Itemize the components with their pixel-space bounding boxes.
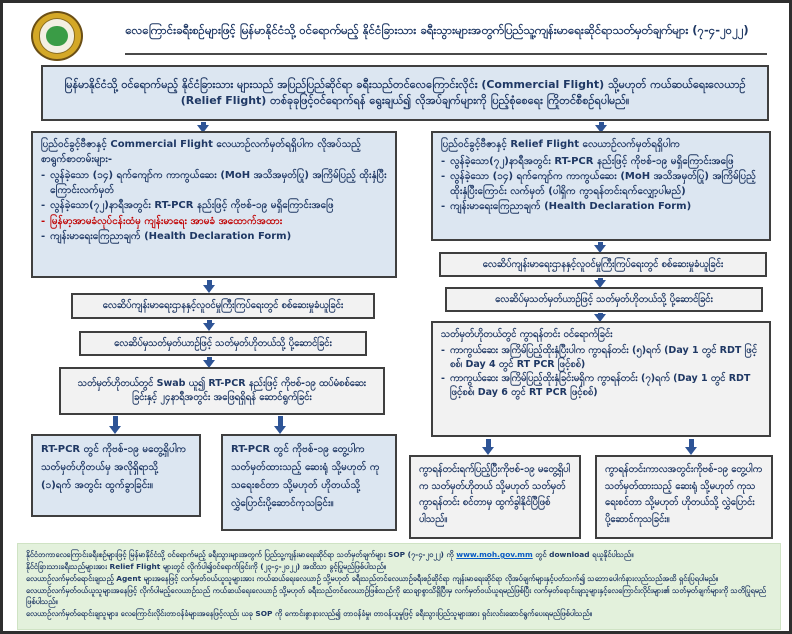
flow-arrow [486, 439, 491, 448]
flow-arrow [207, 357, 212, 361]
requirement-item: - ကျန်းမာရေးကြေညာချက် (Health Declaration Form) [441, 200, 761, 215]
intro-box [41, 65, 769, 121]
covid-positive-outcome-box-left [221, 434, 397, 531]
quarantine-complete-outcome-box [409, 455, 581, 539]
footer-line: လေယာဉ်လက်မှတ်ရောင်းချသူများ၊ လေကြောင်းလိုင်းတာဝန်ခံများအနေဖြင့်လည်း ယခု SOP ကို ကောင်းစွာနားလည်၍ တာဝန်ခံမှု၊ တာဝန်ယူမှုဖြင့် ခရီးသွားပြည်သူများအား ရှင်းလင်းဆောင်ရွက်ပေးရမည်ဖြစ်ပါသည်။ [26, 609, 592, 619]
footer-sop-text-post: တွင် download ရယူနိုင်ပါသည်။ [532, 550, 634, 559]
hotel-transfer-box-left [79, 331, 367, 356]
flow-arrow [598, 278, 603, 281]
relief-requirements-box [431, 131, 771, 241]
flow-arrow [598, 242, 603, 246]
covid-negative-outcome-box-left [31, 434, 201, 517]
footer-sop-text-pre: နိုင်ငံတကာလေကြောင်းခရီးစဉ်များဖြင့် မြန်မာနိုင်ငံသို့ ဝင်ရောက်မည့် ခရီးသွားများအတွက် ပြည်သူ့ကျန်းမာရေးဆိုင်ရာ သတ်မှတ်ချက်များ SOP (၇-၄-၂၀၂၂) ကို [26, 550, 457, 559]
airport-screening-text: လေဆိပ်ကျန်းမာရေးဌာနနှင့်လူဝင်မှုကြီးကြပ်ရေးတွင် စစ်ဆေးမှုခံယူခြင်း [482, 258, 724, 270]
flow-arrow [113, 416, 118, 427]
logo-core [46, 26, 67, 47]
airport-screening-box-right [439, 252, 767, 277]
hotel-transfer-text: လေဆိပ်မှသတ်မှတ်ယာဉ်ဖြင့် သတ်မှတ်ဟိုတယ်သို့ ပို့ဆောင်ခြင်း [495, 293, 713, 305]
commercial-requirements-title: ပြည်ဝင်ခွင့်ဗီဇာနှင့် Commercial Flight လေယာဉ်လက်မှတ်ရရှိပါက လိုအပ်သည့် စာရွက်စာတမ်းများ- [41, 139, 361, 165]
covid-positive-text: RT-PCR တွင် ကိုဗစ်-၁၉ တွေ့ပါက သတ်မှတ်ထားသည့် ဆေးရုံ သို့မဟုတ် ကုသရေးစင်တာ သို့မဟုတ် ဟိုတယ်သို့ လွှဲပြောင်းပို့ဆောင်ကုသခြင်း။ [231, 444, 380, 509]
requirement-item: - ကျန်းမာရေးကြေညာချက် (Health Declaration Form) [41, 230, 387, 245]
covid-positive-outcome-box-right [595, 455, 773, 539]
airport-screening-text: လေဆိပ်ကျန်းမာရေးဌာနနှင့်လူဝင်မှုကြီးကြပ်ရေးတွင် စစ်ဆေးမှုခံယူခြင်း [102, 300, 344, 312]
requirement-item: - လွန်ခဲ့သော(၇၂)နာရီအတွင်း RT-PCR နည်းဖြင့် ကိုဗစ်-၁၉ မရှိကြောင်းအဖြေ [441, 155, 761, 170]
requirement-item: - လွန်ခဲ့သော (၁၄) ရက်ကျော်က ကာကွယ်ဆေး (MoH အသိအမှတ်ပြု) အကြိမ်ပြည့် ထိုးနှံပြီးကြောင်းလက်မှတ် [41, 169, 387, 198]
airport-screening-box-left [71, 293, 375, 319]
hotel-transfer-box-right [445, 287, 763, 312]
ministry-of-health-logo-icon [31, 11, 83, 61]
quarantine-complete-text: ကွာရန်တင်းရက်ပြည့်ပြီးကိုဗစ်-၁၉ မတွေ့ရှိပါက သတ်မှတ်ဟိုတယ် သို့မဟုတ် သတ်မှတ်ကွာရန်တင်း စင်တာမှ ထွက်ခွါနိုင်ပြီဖြစ်ပါသည်။ [419, 464, 571, 525]
relief-requirements-title: ပြည်ဝင်ခွင့်ဗီဇာနှင့် Relief Flight လေယာဉ်လက်မှတ်ရရှိပါက [441, 139, 681, 150]
footer-line: နိုင်ငံခြားသားခရီးသည်များအား Relief Flight များတွင် လိုက်ပါ၍ဝင်ရောက်ခြင်းကို (၂၃-၄-၂၀၂၂) အထိသာ ခွင့်ပြုမည်ဖြစ်ပါသည်။ [26, 561, 387, 571]
page-title: လေကြောင်းခရီးစဉ်များဖြင့် မြန်မာနိုင်ငံသို့ ဝင်ရောက်မည့် နိုင်ငံခြားသား ခရီးသွားများအတွက်ပြည်သူ့ကျန်းမာရေးဆိုင်ရာသတ်မှတ်ချက်များ (၇-၄-၂၀၂၂) [125, 23, 749, 37]
flow-arrow [599, 122, 604, 126]
swab-test-text: သတ်မှတ်ဟိုတယ်တွင် Swab ယူ၍ RT-PCR နည်းဖြင့် ကိုဗစ်-၁၉ ထပ်မံစစ်ဆေးခြင်းနှင့် ၂၄နာရီအတွင်း အဖြေရရှိရန် ဆောင်ရွက်ခြင်း [77, 378, 367, 403]
quarantine-rule-vaccinated: - ကာကွယ်ဆေး အကြိမ်ပြည့်ထိုးနှံပြီးပါက ကွာရန်တင်း (၅)ရက် (Day 1 တွင် RDT ဖြင့်စစ်၊ Day 4 တွင် RT PCR ဖြင့်စစ်) [441, 344, 761, 372]
footer-line-sop [26, 549, 772, 561]
covid-negative-text: RT-PCR တွင် ကိုဗစ်-၁၉ မတွေ့ရှိပါက သတ်မှတ်ဟိုတယ်မှ အလိုရှိရာသို့ (၁)ရက် အတွင်း ထွက်ခွာခြင်း။ [41, 444, 187, 491]
flow-arrow [207, 320, 212, 324]
commercial-requirements-box [31, 131, 397, 278]
footer-line: လေယာဉ်လက်မှတ်ဝယ်ယူသူများအနေဖြင့် လိုက်ပါမည့်လေယာဉ်သည် ကယ်ဆယ်ရေးလေယာဉ် သို့မဟုတ် ခရီးသည်တင်လေယာဉ်ဖြစ်သည်ကို သေချာစွာသိရှိပြီးမှ လက်မှတ်ဝယ်ယူရမည်ဖြစ်ပြီး လက်မှတ်ရောင်းချသူများနှင့်လေကြောင်းလိုင်းများ၏ သတ်မှတ်ချက်များကို သတိပြုရမည်ဖြစ်ပါသည်။ [26, 585, 767, 607]
requirement-item: - လွန်ခဲ့သော(၇၂)နာရီအတွင်း RT-PCR နည်းဖြင့် ကိုဗစ်-၁၉ မရှိကြောင်းအဖြေ [41, 199, 387, 214]
hotel-transfer-text: လေဆိပ်မှသတ်မှတ်ယာဉ်ဖြင့် သတ်မှတ်ဟိုတယ်သို့ ပို့ဆောင်ခြင်း [114, 337, 332, 349]
footer-notes [17, 543, 781, 630]
covid-positive-text: ကွာရန်တင်းကာလအတွင်းကိုဗစ်-၁၉ တွေ့ပါက သတ်မှတ်ထားသည့် ဆေးရုံ သို့မဟုတ် ကုသရေးစင်တာ သို့မဟုတ် ဟိုတယ်သို့ လွှဲပြောင်းပို့ဆောင်ကုသခြင်း။ [605, 464, 763, 525]
flow-arrow [598, 313, 603, 315]
requirement-item: - လွန်ခဲ့သော (၁၄) ရက်ကျော်က ကာကွယ်ဆေး (MoH အသိအမှတ်ပြု) အကြိမ်ပြည့် ထိုးနှံပြီးကြောင်း လက်မှတ် (ပါရှိက ကွာရန်တင်းရက်လျှော့ပါမည်) [441, 170, 761, 199]
title-underline [125, 53, 767, 55]
flow-arrow [207, 280, 212, 286]
flow-arrow [201, 122, 206, 126]
logo-inner-ring [39, 18, 76, 53]
quarantine-title: သတ်မှတ်ဟိုတယ်တွင် ကွာရန်တင်း ဝင်ရောက်ခြင်း [441, 329, 613, 340]
flow-arrow [689, 439, 694, 448]
intro-text: မြန်မာနိုင်ငံသို့ ဝင်ရောက်မည့် နိုင်ငံခြားသား များသည် အပြည်ပြည်ဆိုင်ရာ ခရီးသည်တင်လေကြောင်းလိုင်း (Commercial Flight) သို့မဟုတ် ကယ်ဆယ်ရေးလေယာဉ် (Relief Flight) တစ်ခုခုဖြင့်ဝင်ရောက်ရန် ရွေးချယ်၍ လိုအပ်ချက်များကို ပြည့်စုံစေရေး ကြိုတင်စီစဉ်ရပါမည်။ [64, 78, 746, 107]
swab-test-box [59, 367, 385, 415]
requirement-item-insurance: - မြန်မာ့အာမခံလုပ်ငန်းထံမှ ကျန်းမာရေး အာမခံ အထောက်အထား [41, 215, 387, 230]
quarantine-box [431, 321, 771, 437]
footer-line: လေယာဉ်လက်မှတ်ရောင်းချသည့် Agent များအနေဖြင့် လက်မှတ်ဝယ်ယူသူများအား ကယ်ဆယ်ရေးလေယာဉ် သို့မဟုတ် ခရီးသည်တင်လေယာဉ်ခရီးစဉ်ဆိုင်ရာ ကျန်းမာရေးဆိုင်ရာ လိုအပ်ချက်များနှင့်ပတ်သက်၍ သဘောပေါက်နားလည်သည်အထိ ရှင်းပြရပါမည်။ [26, 573, 718, 583]
moh-website-link[interactable]: www.moh.gov.mm [456, 550, 533, 559]
quarantine-rule-unvaccinated: - ကာကွယ်ဆေး အကြိမ်ပြည့်ထိုးနှံခြင်းမရှိက ကွာရန်တင်း (၇)ရက် (Day 1 တွင် RDT ဖြင့်စစ်၊ Day 6 တွင် RT PCR ဖြင့်စစ်) [441, 372, 761, 400]
flow-arrow [278, 416, 283, 427]
